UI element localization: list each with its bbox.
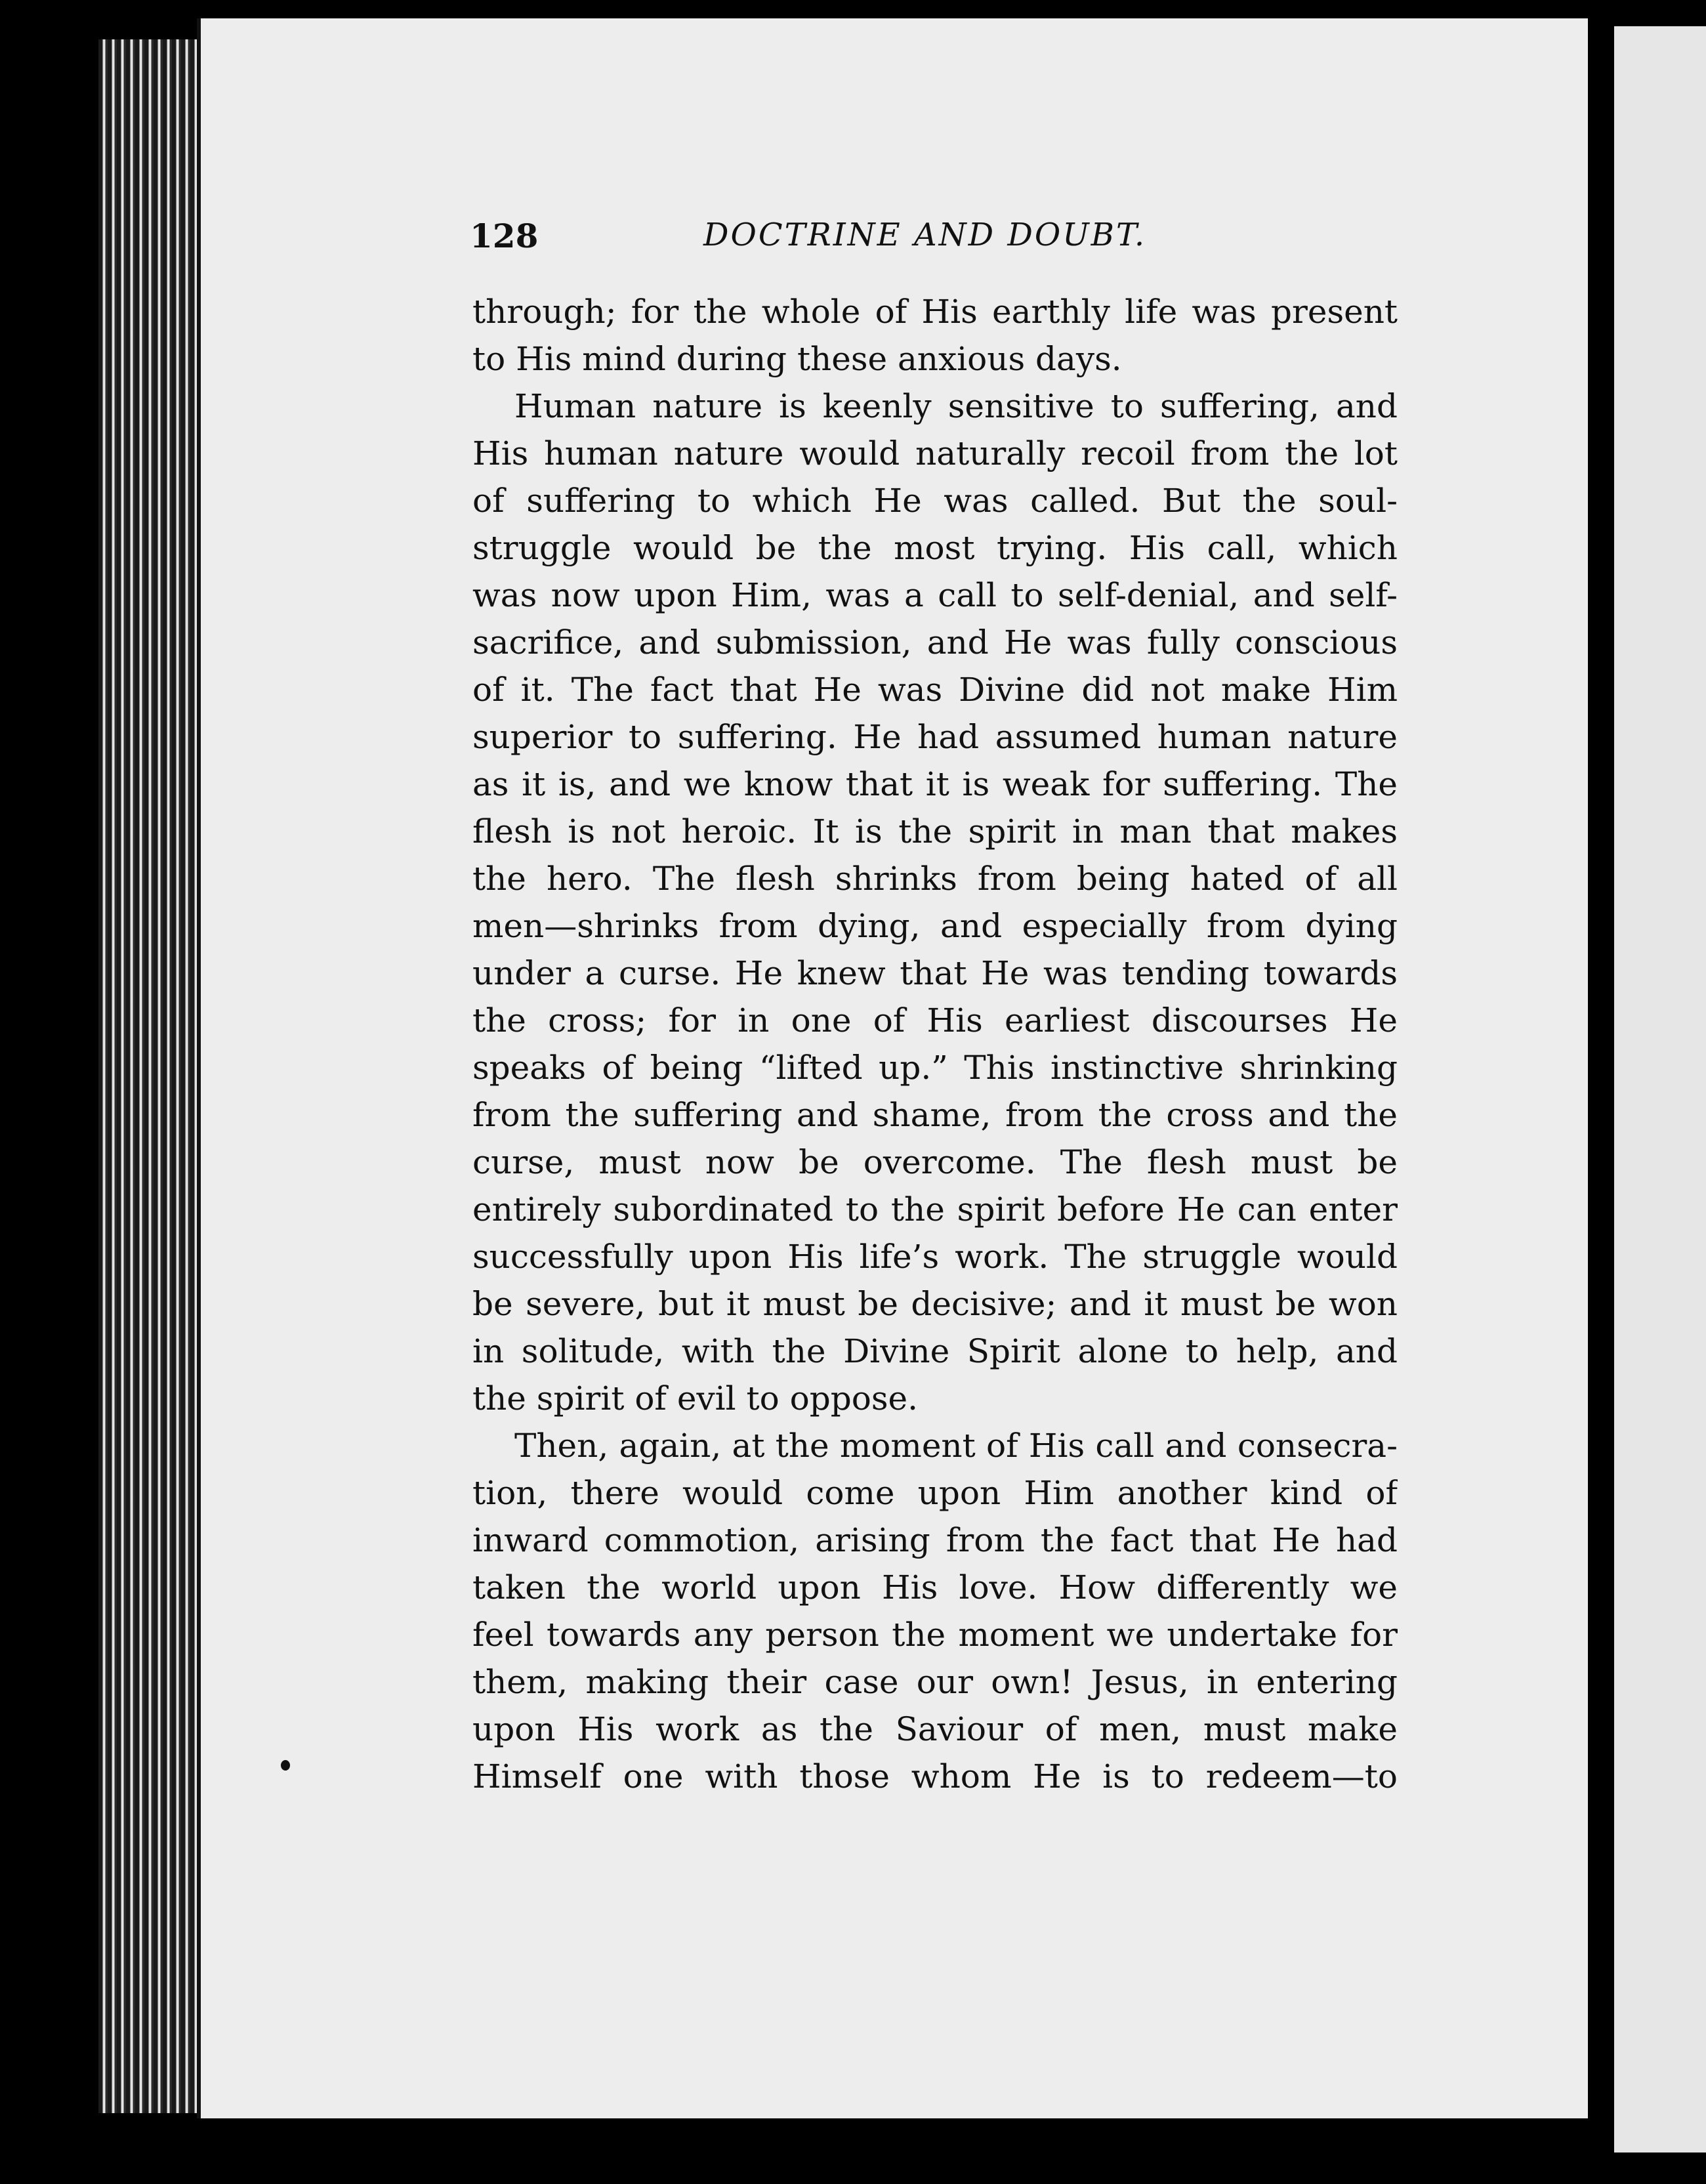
paragraph-start-line: Then, again, at the moment of His call and consecra- (514, 1427, 1398, 1465)
text-line: through; for the whole of His earthly life was present (472, 293, 1398, 331)
paragraph-start-line: Human nature is keenly sensitive to suffering, and (514, 387, 1398, 425)
text-line: inward commotion, arising from the fact that He had (472, 1521, 1398, 1559)
text-line: in solitude, with the Divine Spirit alone to help, and (472, 1332, 1398, 1370)
text-line: under a curse. He knew that He was tending towards (472, 954, 1398, 992)
text-line: curse, must now be overcome. The flesh must be (472, 1143, 1398, 1181)
text-line: the spirit of evil to oppose. (472, 1379, 918, 1418)
book-page-edges (98, 39, 203, 2113)
text-line: them, making their case our own! Jesus, in entering (472, 1663, 1398, 1701)
text-line: Himself one with those whom He is to redeem—to (472, 1757, 1398, 1796)
text-line: upon His work as the Saviour of men, must make (472, 1710, 1398, 1748)
text-line: to His mind during these anxious days. (472, 340, 1122, 378)
page-number: 128 (470, 217, 539, 255)
ink-spot (281, 1760, 290, 1771)
text-line: superior to suffering. He had assumed human nature (472, 718, 1398, 756)
text-line: struggle would be the most trying. His call, which (472, 529, 1398, 567)
text-line: tion, there would come upon Him another kind of (472, 1474, 1398, 1512)
running-head-title: DOCTRINE AND DOUBT. (703, 217, 1147, 253)
text-line: sacrifice, and submission, and He was fully conscious (472, 623, 1398, 662)
body-text (472, 293, 1398, 1881)
text-line: of suffering to which He was called. But the soul- (472, 482, 1398, 520)
text-line: flesh is not heroic. It is the spirit in man that makes (472, 812, 1398, 850)
running-head (470, 217, 1402, 269)
text-line: as it is, and we know that it is weak for suffering. The (472, 765, 1398, 803)
text-line: successfully upon His life’s work. The struggle would (472, 1238, 1398, 1276)
text-line: be severe, but it must be decisive; and it must be won (472, 1285, 1398, 1323)
text-line: the hero. The flesh shrinks from being hated of all (472, 860, 1398, 898)
text-line: was now upon Him, was a call to self-denial, and self- (472, 576, 1398, 614)
text-line: His human nature would naturally recoil from the lot (472, 434, 1398, 472)
text-line: from the suffering and shame, from the cross and the (472, 1096, 1398, 1134)
book-gutter (1588, 0, 1614, 2184)
adjacent-page-edge (1614, 26, 1706, 2152)
text-line: speaks of being “lifted up.” This instinctive shrinking (472, 1049, 1398, 1087)
text-line: of it. The fact that He was Divine did not make Him (472, 671, 1398, 709)
text-line: taken the world upon His love. How differently we (472, 1568, 1398, 1606)
text-line: men—shrinks from dying, and especially from dying (472, 907, 1398, 945)
text-line: the cross; for in one of His earliest discourses He (472, 1001, 1398, 1040)
text-line: entirely subordinated to the spirit before He can enter (472, 1190, 1398, 1228)
text-line: feel towards any person the moment we undertake for (472, 1616, 1398, 1654)
